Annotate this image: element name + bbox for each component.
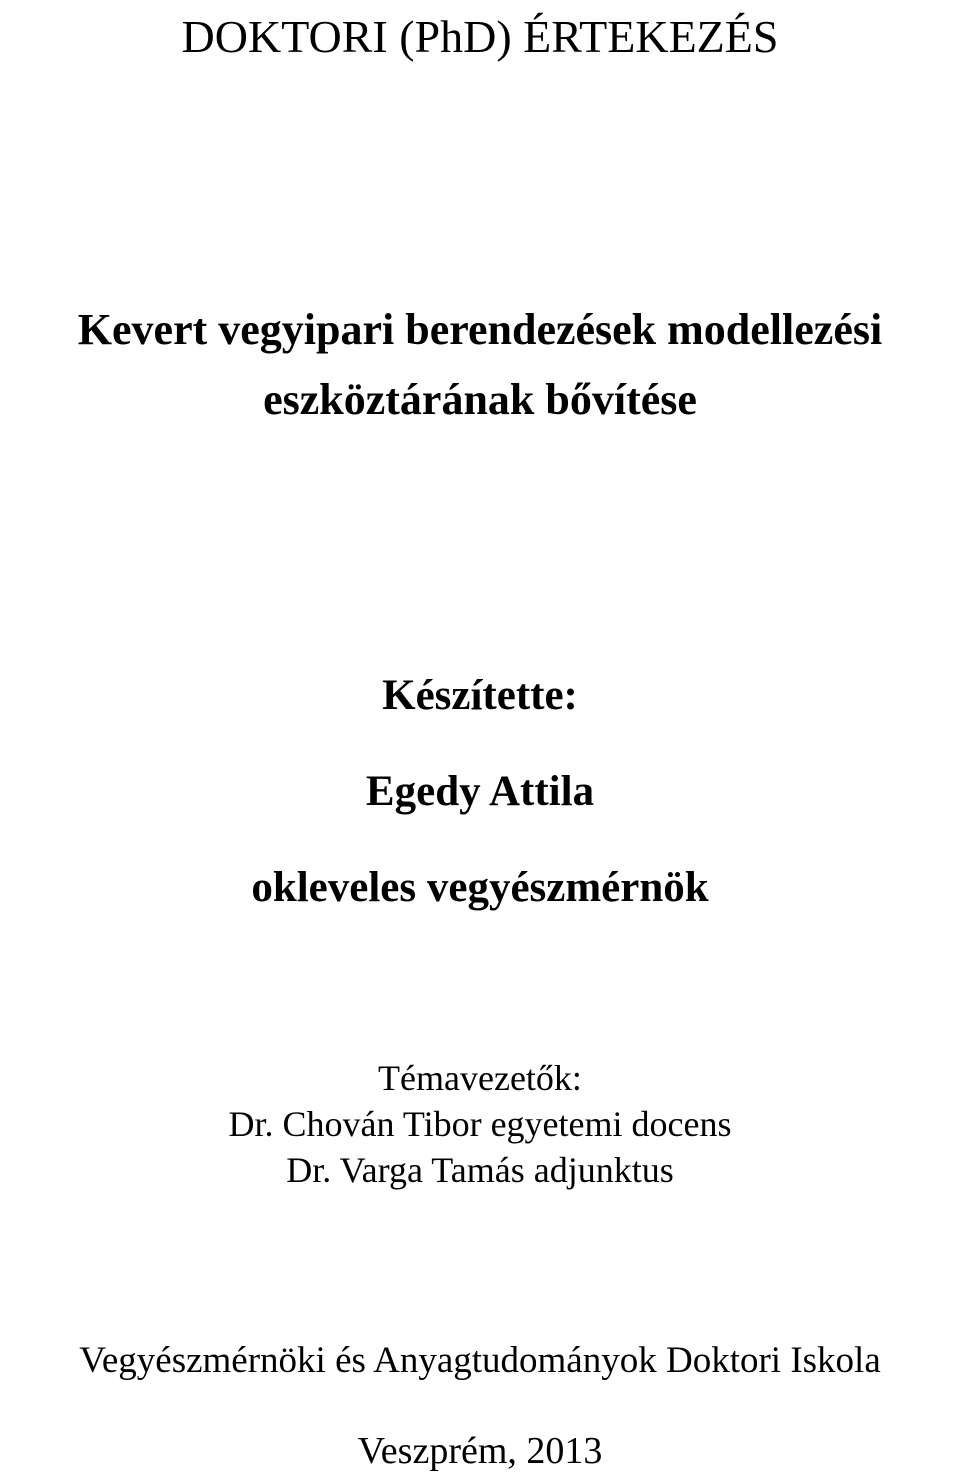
author-name: Egedy Attila [365, 768, 595, 815]
place-and-date: Veszprém, 2013 [357, 1430, 603, 1472]
document-type-heading: DOKTORI (PhD) ÉRTEKEZÉS [181, 11, 779, 62]
supervisors-label: Témavezetők: [378, 1058, 582, 1098]
supervisor-2: Dr. Varga Tamás adjunktus [286, 1150, 674, 1190]
thesis-title-line-1: Kevert vegyipari berendezések modellezési [77, 305, 883, 354]
doctoral-school: Vegyészmérnöki és Anyagtudományok Doktori Iskola [79, 1340, 881, 1381]
author-degree: okleveles vegyészmérnök [251, 864, 709, 911]
supervisor-1: Dr. Chován Tibor egyetemi docens [228, 1104, 732, 1144]
thesis-title-line-2: eszköztárának bővítése [263, 375, 697, 424]
prepared-by-label: Készítette: [382, 672, 578, 719]
